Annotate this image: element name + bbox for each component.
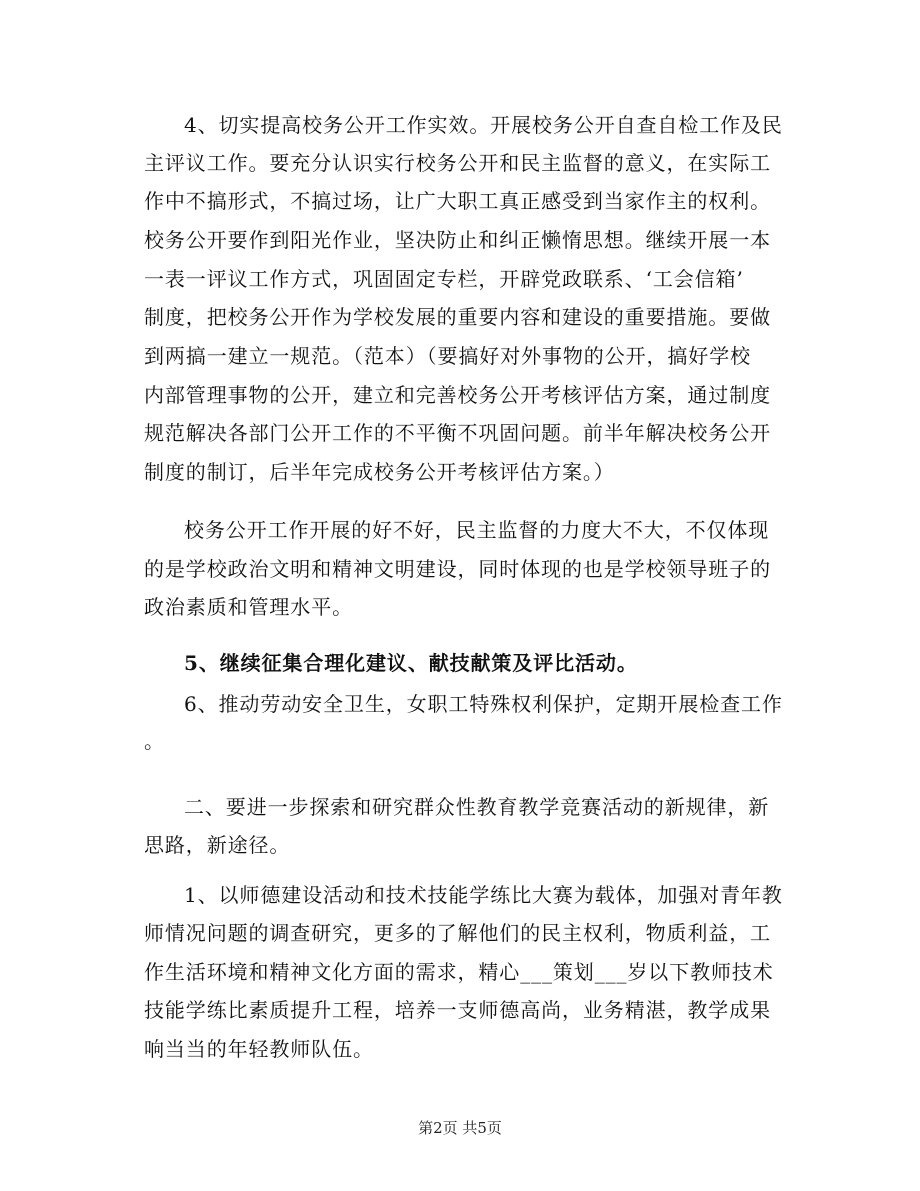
paragraph-line: 的是学校政治文明和精神文明建设，同时体现的也是学校领导班子的: [144, 557, 771, 581]
paragraph-line: 规范解决各部门公开工作的不平衡不巩固问题。前半年解决校务公开: [144, 421, 771, 445]
section-heading-line: 二、要进一步探索和研究群众性教育教学竞赛活动的新规律，新: [184, 795, 770, 819]
section-heading-line: 思路，新途径。: [144, 833, 291, 857]
paragraph-line: 主评议工作。要充分认识实行校务公开和民主监督的意义，在实际工: [144, 151, 771, 175]
paragraph-line: 。: [144, 729, 165, 753]
page-number: 第2页 共5页: [418, 1119, 502, 1137]
paragraph-line: 校务公开要作到阳光作业，坚决防止和纠正懒惰思想。继续开展一本: [144, 228, 771, 252]
paragraph-line: 制度，把校务公开作为学校发展的重要内容和建设的重要措施。要做: [144, 305, 771, 329]
paragraph-line: 1、以师德建设活动和技术技能学练比大赛为载体，加强对青年教: [184, 883, 783, 907]
paragraph-line: 师情况问题的调查研究，更多的了解他们的民主权利，物质利益，工: [144, 921, 771, 945]
paragraph-line: 内部管理事物的公开，建立和完善校务公开考核评估方案，通过制度: [144, 383, 771, 407]
bold-heading-line: 5、继续征集合理化建议、献技献策及评比活动。: [184, 651, 638, 675]
paragraph-line: 作生活环境和精神文化方面的需求，精心___策划___岁以下教师技术: [144, 960, 774, 984]
paragraph-line: 6、推动劳动安全卫生，女职工特殊权利保护，定期开展检查工作: [184, 692, 783, 716]
paragraph-line: 一表一评议工作方式，巩固固定专栏，开辟党政联系、‘工会信箱’: [144, 267, 744, 291]
paragraph-line: 校务公开工作开展的好不好，民主监督的力度大不大，不仅体现: [184, 518, 770, 542]
paragraph-line: 技能学练比素质提升工程，培养一支师德高尚，业务精湛，教学成果: [144, 998, 771, 1022]
paragraph-line: 政治素质和管理水平。: [144, 595, 353, 619]
paragraph-line: 响当当的年轻教师队伍。: [144, 1037, 374, 1061]
paragraph-line: 制度的制订，后半年完成校务公开考核评估方案。）: [144, 460, 615, 484]
paragraph-line: 到两搞一建立一规范。（范本）（要搞好对外事物的公开，搞好学校: [144, 344, 751, 368]
paragraph-line: 4、切实提高校务公开工作实效。开展校务公开自查自检工作及民: [184, 113, 783, 137]
paragraph-line: 作中不搞形式，不搞过场，让广大职工真正感受到当家作主的权利。: [144, 189, 771, 213]
